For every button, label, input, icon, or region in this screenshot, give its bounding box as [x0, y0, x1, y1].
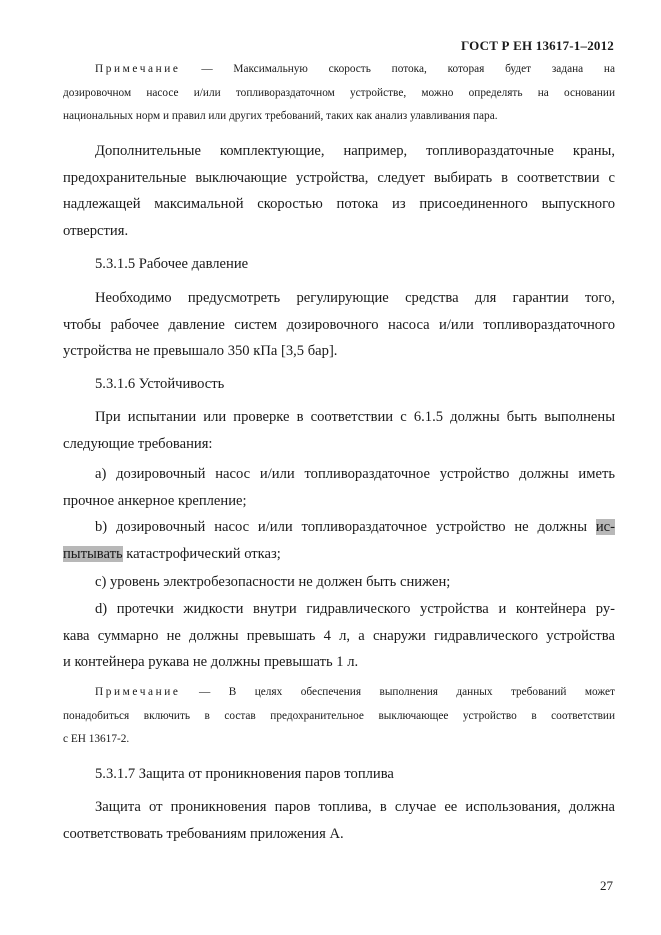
section-5-3-1-5-title: 5.3.1.5 Рабочее давление [95, 256, 249, 272]
note-1-line-3: национальных норм и правил или других требований, таких как анализ улавливания пара. [63, 110, 498, 122]
section-5-3-1-7-title: 5.3.1.7 Защита от проникновения паров топлива [95, 766, 394, 782]
paragraph-3 [63, 404, 615, 457]
note-2-line-2: понадобиться включить в состав предохранительное выключающее устройство в соответствии [63, 709, 615, 722]
section-5-3-1-6-title: 5.3.1.6 Устойчивость [95, 376, 225, 392]
paragraph-4 [63, 794, 615, 847]
note-2-label: Примечание [95, 686, 181, 698]
list-item-c-line-1: c) уровень электробезопасности не должен быть снижен; [95, 574, 451, 590]
paragraph-3-line-1: При испытании или проверке в соответствии с 6.1.5 должны быть выполнены [95, 409, 615, 425]
note-1 [63, 58, 615, 129]
note-2-line-1: Примечание — В целях обеспечения выполнения данных требований может [95, 686, 615, 698]
document-code-header: ГОСТ Р ЕН 13617-1–2012 [461, 38, 614, 53]
list-item-d-line-2: кава суммарно не должны превышать 4 л, а снаружи гидравлического устройства [63, 627, 615, 644]
list-item-b [63, 514, 615, 567]
list-item-c [63, 569, 615, 596]
paragraph-2 [63, 285, 615, 365]
list-item-d-line-1: d) протечки жидкости внутри гидравлического устройства и контейнера ру- [95, 601, 615, 617]
paragraph-4-line-2: соответствовать требованиям приложения А. [63, 825, 344, 842]
list-item-d [63, 596, 615, 676]
paragraph-1-line-3: надлежащей максимальной скоростью потока из присоединенного выпускного [63, 196, 615, 212]
paragraph-2-line-2: чтобы рабочее давление систем дозировочного насоса и/или топливораздаточного [63, 316, 615, 333]
list-item-b-line-2: пытывать катастрофический отказ; [63, 545, 281, 562]
highlighted-text: пытывать [63, 545, 123, 562]
note-1-line-2: дозировочном насосе и/или топливораздаточном устройстве, можно определять на основании [63, 86, 615, 99]
list-item-a-line-1: a) дозировочный насос и/или топливораздаточное устройство должны иметь [95, 466, 615, 482]
list-item-b-line-1: b) дозировочный насос и/или топливораздаточное устройство не должны ис- [95, 519, 615, 535]
paragraph-1 [63, 138, 615, 244]
paragraph-2-line-1: Необходимо предусмотреть регулирующие средства для гарантии того, [95, 290, 615, 306]
note-2 [63, 681, 615, 752]
paragraph-4-line-1: Защита от проникновения паров топлива, в случае ее использования, должна [95, 799, 615, 815]
note-1-label: Примечание [95, 63, 181, 75]
paragraph-3-line-2: следующие требования: [63, 435, 213, 452]
page-number: 27 [600, 878, 613, 893]
paragraph-1-line-4: отверстия. [63, 222, 129, 239]
paragraph-1-line-1: Дополнительные комплектующие, например, топливораздаточные краны, [95, 143, 615, 159]
note-2-line-3: с ЕН 13617-2. [63, 733, 130, 745]
list-item-a-line-2: прочное анкерное крепление; [63, 492, 247, 509]
list-item-a [63, 461, 615, 514]
note-1-line-1: Примечание — Максимальную скорость потока, которая будет задана на [95, 63, 615, 75]
highlighted-text: ис- [595, 519, 615, 535]
list-item-d-line-3: и контейнера рукава не должны превышать 1 л. [63, 654, 359, 670]
paragraph-2-line-3: устройства не превышало 350 кПа [3,5 бар]. [63, 343, 338, 359]
paragraph-1-line-2: предохранительные выключающие устройства, следует выбирать в соответствии с [63, 169, 615, 186]
